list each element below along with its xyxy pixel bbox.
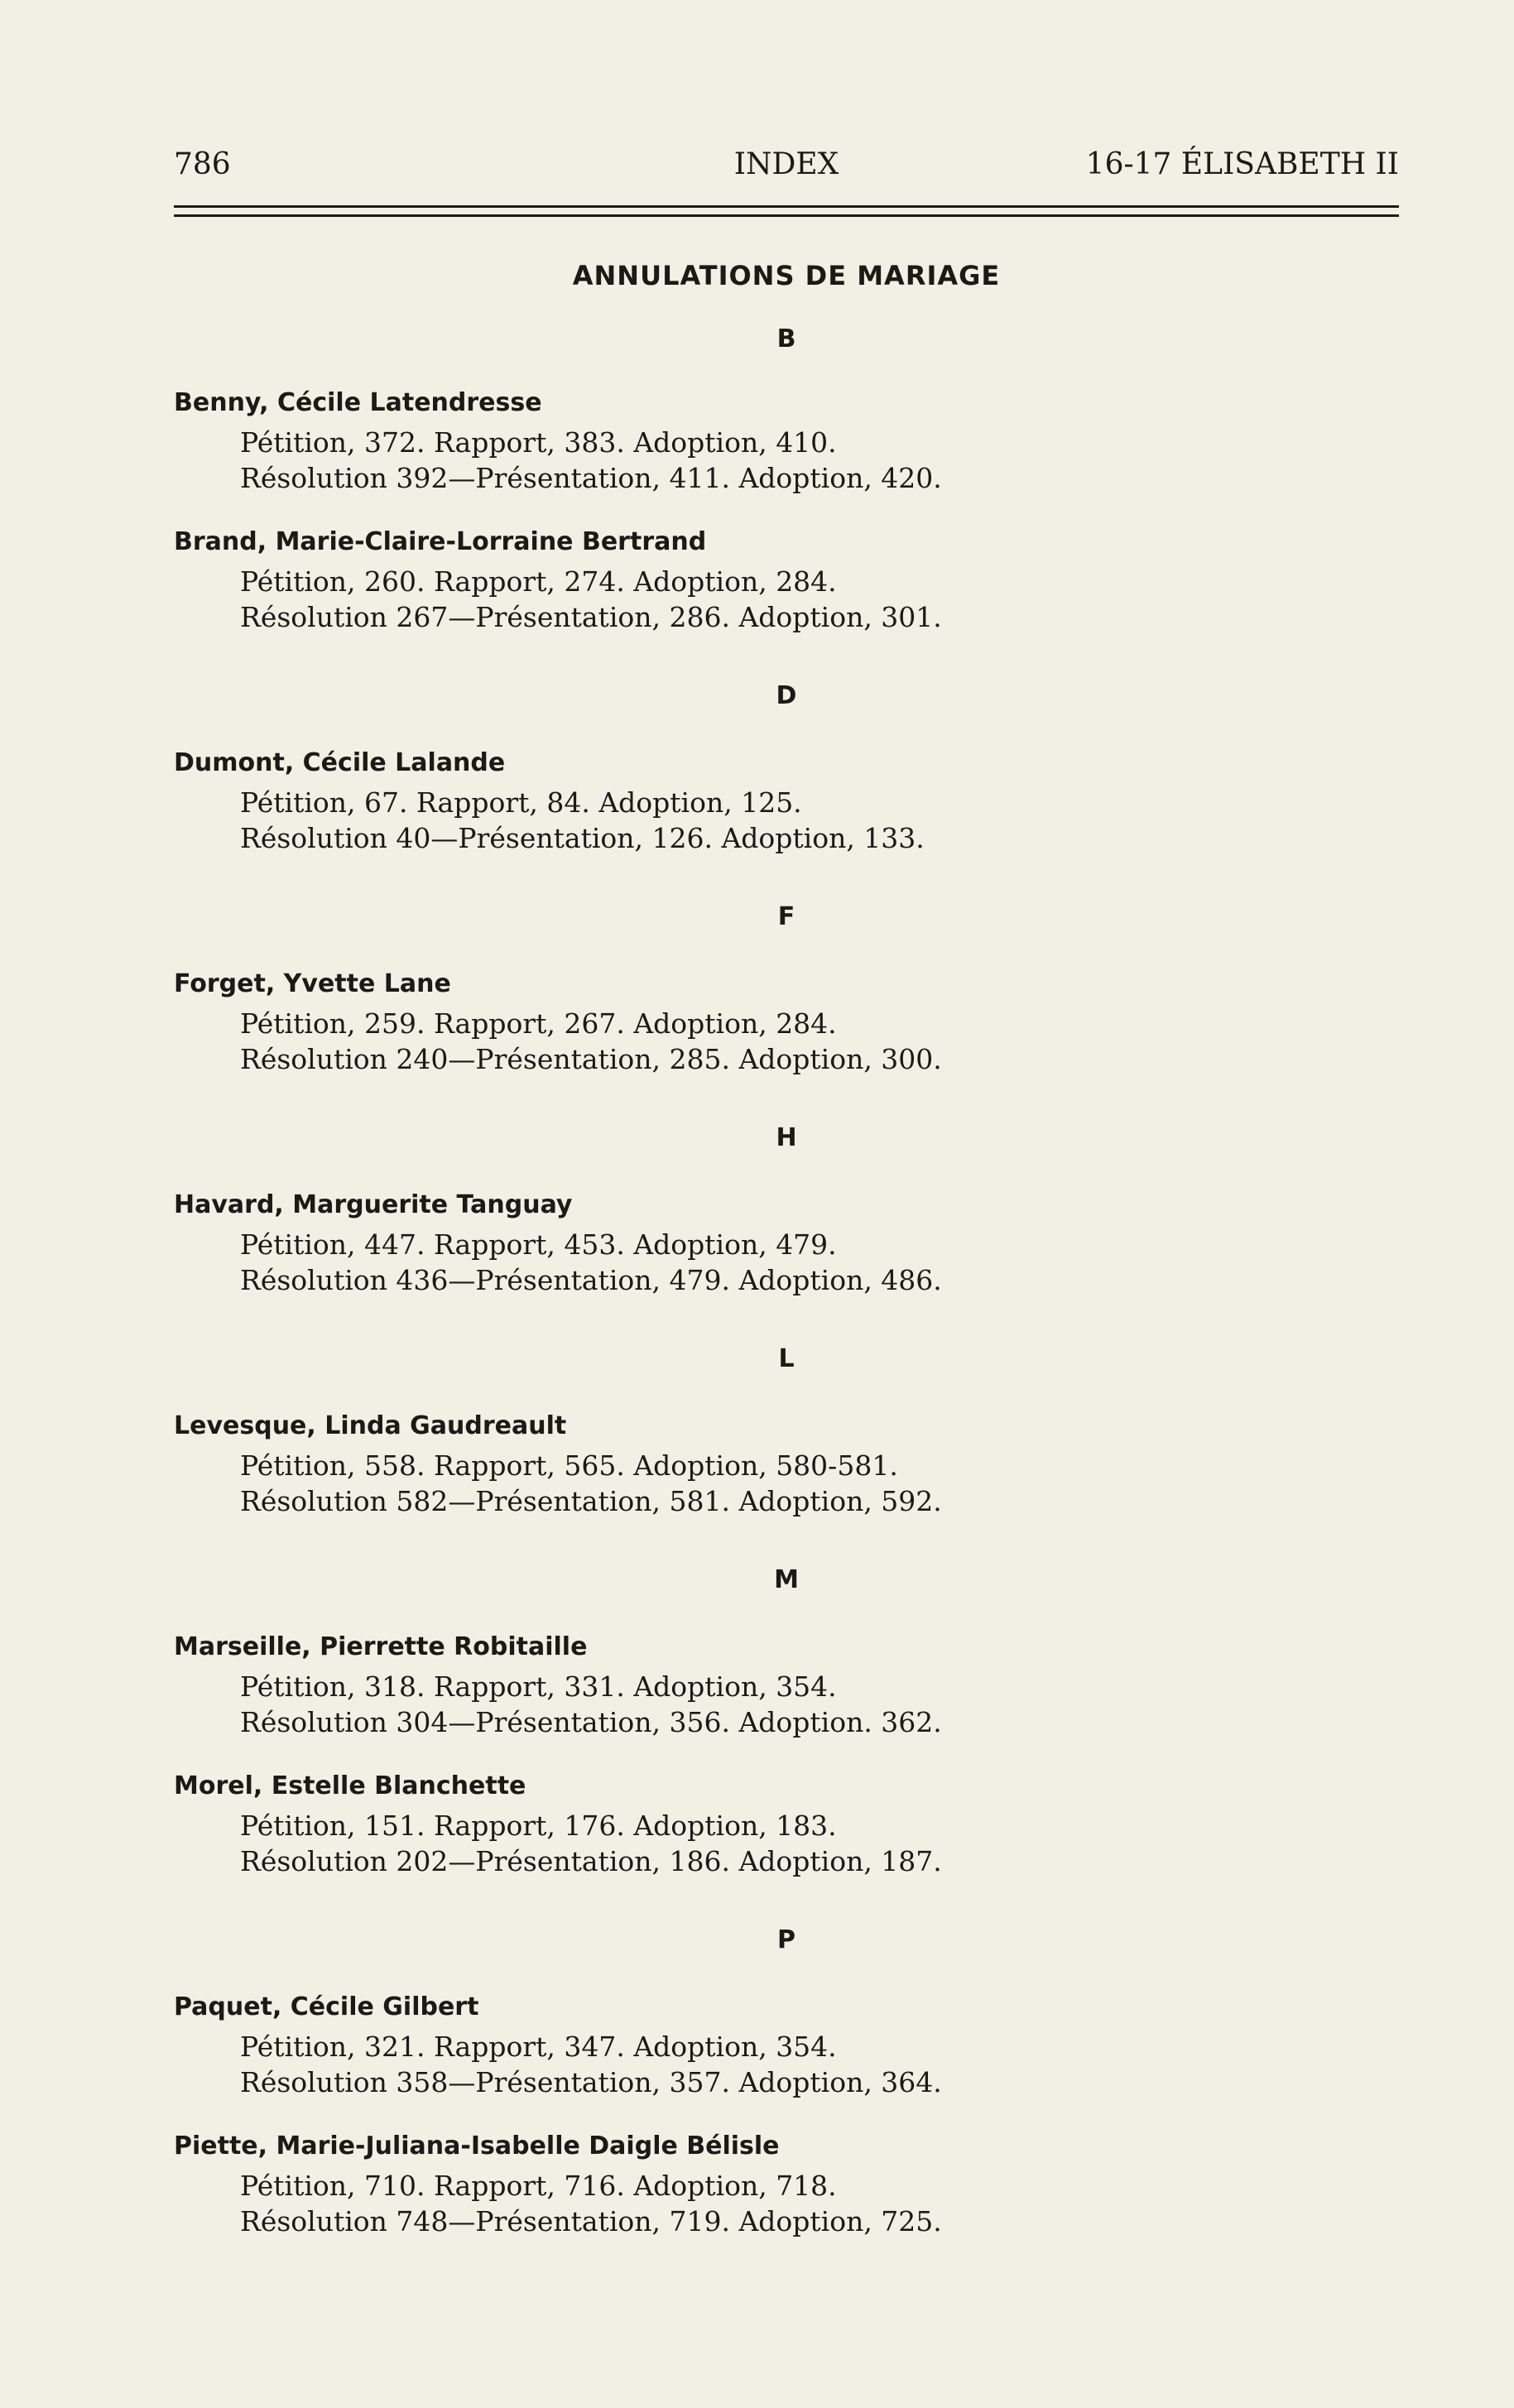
entry-references: Résolution 202—Présentation, 186. Adoption, 187.: [240, 1845, 942, 1877]
section-letter: H: [776, 1123, 797, 1152]
section-letter: B: [776, 324, 796, 353]
entry-references: Résolution 267—Présentation, 286. Adoption, 301.: [240, 601, 942, 633]
entry-references: Pétition, 447. Rapport, 453. Adoption, 479.: [240, 1228, 837, 1261]
index-entry: [174, 747, 1399, 856]
entry-references: Pétition, 318. Rapport, 331. Adoption, 354.: [240, 1670, 837, 1703]
entry-name: Levesque, Linda Gaudreault: [174, 1411, 567, 1440]
entry-name: Havard, Marguerite Tanguay: [174, 1190, 573, 1219]
index-page: [174, 141, 1399, 2269]
index-entry: [174, 1189, 1399, 1298]
index-entry: [174, 2130, 1399, 2239]
running-header: [174, 141, 1399, 190]
index-entry: [174, 387, 1399, 496]
entry-references: Résolution 436—Présentation, 479. Adoption, 486.: [240, 1264, 942, 1296]
entry-references: Résolution 240—Présentation, 285. Adoption, 300.: [240, 1043, 942, 1075]
index-entry: [174, 1770, 1399, 1879]
entry-references: Résolution 40—Présentation, 126. Adoption, 133.: [240, 822, 925, 854]
entry-references: Résolution 582—Présentation, 581. Adoption, 592.: [240, 1485, 942, 1517]
section-letter: D: [776, 681, 797, 710]
entry-references: Résolution 392—Présentation, 411. Adoption, 420.: [240, 462, 942, 494]
section-title: ANNULATIONS DE MARIAGE: [572, 260, 1001, 291]
double-rule: [174, 205, 1399, 217]
entry-references: Pétition, 710. Rapport, 716. Adoption, 718.: [240, 2170, 837, 2202]
entry-name: Brand, Marie-Claire-Lorraine Bertrand: [174, 527, 707, 556]
entry-name: Forget, Yvette Lane: [174, 969, 451, 998]
index-entry: [174, 1410, 1399, 1519]
index-entry: [174, 968, 1399, 1077]
entry-name: Paquet, Cécile Gilbert: [174, 1992, 479, 2021]
index-entry: [174, 1631, 1399, 1740]
entry-name: Benny, Cécile Latendresse: [174, 388, 542, 417]
index-entry: [174, 1991, 1399, 2100]
entry-references: Pétition, 259. Rapport, 267. Adoption, 284.: [240, 1007, 837, 1040]
entry-name: Morel, Estelle Blanchette: [174, 1771, 526, 1800]
section-letter: P: [777, 1925, 795, 1954]
index-groups: [174, 324, 1399, 2239]
entry-references: Résolution 358—Présentation, 357. Adoption, 364.: [240, 2066, 942, 2098]
entry-references: Pétition, 558. Rapport, 565. Adoption, 580-581.: [240, 1449, 898, 1482]
entry-references: Pétition, 321. Rapport, 347. Adoption, 354.: [240, 2031, 837, 2063]
entry-references: Résolution 748—Présentation, 719. Adoption, 725.: [240, 2205, 942, 2237]
entry-references: Pétition, 260. Rapport, 274. Adoption, 284.: [240, 565, 837, 598]
entry-name: Piette, Marie-Juliana-Isabelle Daigle Bélisle: [174, 2132, 780, 2160]
section-letter: F: [777, 902, 795, 931]
section-letter: M: [774, 1565, 799, 1594]
index-entry: [174, 526, 1399, 635]
header-volume: 16-17 ÉLISABETH II: [1085, 147, 1399, 181]
entry-references: Résolution 304—Présentation, 356. Adoption. 362.: [240, 1706, 942, 1738]
header-title: INDEX: [733, 147, 839, 181]
entry-references: Pétition, 151. Rapport, 176. Adoption, 183.: [240, 1810, 837, 1842]
page-number: 786: [174, 147, 231, 181]
entry-references: Pétition, 67. Rapport, 84. Adoption, 125.: [240, 786, 802, 819]
entry-name: Marseille, Pierrette Robitaille: [174, 1632, 588, 1661]
entry-name: Dumont, Cécile Lalande: [174, 748, 506, 777]
section-letter: L: [778, 1344, 795, 1373]
entry-references: Pétition, 372. Rapport, 383. Adoption, 410.: [240, 426, 837, 459]
